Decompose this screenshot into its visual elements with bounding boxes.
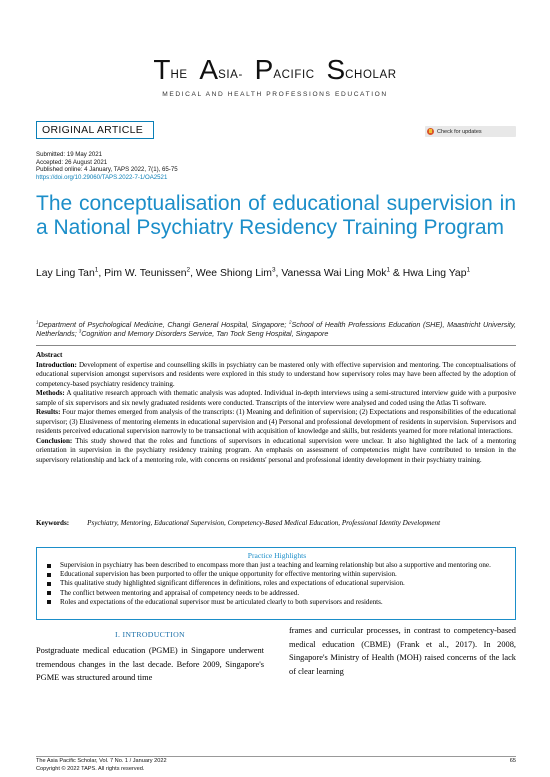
highlight-item: This qualitative study highlighted significant differences in definitions, roles and expectations of educational supervision. [45,579,509,588]
body-paragraph: Postgraduate medical education (PGME) in Singapore underwent tremendous changes in the last decade. Before 2009, Singapore's PGME was structured around time [36,646,264,682]
article-type-label: ORIGINAL ARTICLE [36,121,154,139]
keywords-list: Psychiatry, Mentoring, Educational Supervision, Competency-Based Medical Education, Professional Identity Development [87,519,441,527]
abstract-section: Introduction: Development of expertise and counselling skills in psychiatry can be mastered only with effective supervision and mentoring. The conceptualisations of educational supervision amongst supervisors and residents were explored in this study to understand how supervisory roles may have been affected by the adoption of competency-based psychiatry residency training. [36,360,516,388]
journal-title [0,56,550,89]
abstract-section: Conclusion: This study showed that the roles and functions of supervisors in educational supervision were unclear. It also highlighted the lack of a mentoring orientation in supervision in the psychiatry residency training program. An emphasis on assessment of competencies might have contributed to tension in the supervisory relationship and lack of a mentoring role, with concerns on residents' personal and professional identity development in their psychiatry training. [36,436,516,464]
keywords-label: Keywords: [36,519,70,527]
check-for-updates-button[interactable] [425,126,516,137]
affiliation: School of Health Professions Education (SHE), Maastricht University, Netherlands; [36,320,516,339]
author-name: Lay Ling Tan [36,268,95,279]
abstract-section: Results: Four major themes emerged from analysis of the transcripts: (1) Meaning and definition of supervision; (2) Expectations and responsibilities of the educational supervisor; (3) Elusiveness of mentoring elements in educational supervision and (4) Personal and professional development of residents in supervision. Supervisors and residents perceived educational supervision narrowly to be transactional with acquisition of knowledge and skills, but residents yearned for more relational interactions. [36,408,516,435]
page-number: 65 [509,758,516,764]
practice-highlights-list [45,561,509,607]
masthead-word: THE [153,54,188,85]
body-column-left [36,628,264,685]
abstract-heading: Abstract [36,351,63,359]
keywords [36,519,516,529]
author-name: Wee Shiong Lim [195,268,272,279]
submitted-date: Submitted: 19 May 2021 [36,151,103,158]
publication-meta [36,151,178,181]
author-name: Pim W. Teunissen [104,268,187,279]
footer-journal: The Asia Pacific Scholar, Vol. 7 No. 1 / January 2022 [36,758,167,764]
body-paragraph: frames and curricular processes, in contrast to competency-based medical education (CBME) (Frank et al., 2017). In 2008, Singapore's Ministry of Health (MOH) raised concerns of the lack of clear learning [289,626,516,676]
doi-link[interactable]: https://doi.org/10.29060/TAPS.2022-7-1/OA2521 [36,173,168,181]
masthead-word: PACIFIC [254,54,315,85]
author-list: Lay Ling Tan$^1$, Pim W. Teunissen$^2$, Wee Shiong Lim$^3$, Vanessa Wai Ling Mok$^1$ & Hwa Ling Yap$^1$ [36,266,471,279]
crossmark-icon [427,128,434,135]
affiliation: Cognition and Memory Disorders Service, Tan Tock Seng Hospital, Singapore [81,329,329,339]
article-title: The conceptualisation of educational supervision in a National Psychiatry Residency Training Program [36,192,516,239]
highlight-item: Roles and expectations of the educational supervisor must be articulated clearly to both supervisors and residents. [45,598,509,607]
published-date: Published online: 4 January, TAPS 2022, 7(1), 65-75 [36,166,178,174]
journal-subtitle: MEDICAL AND HEALTH PROFESSIONS EDUCATION [162,91,388,98]
check-for-updates-label: Check for updates [437,128,482,135]
footer-divider [36,756,516,757]
footer-citation [36,758,167,773]
practice-highlights-box [36,547,516,620]
footer-copyright: Copyright © 2022 TAPS. All rights reserved. [36,765,145,772]
author-name: Hwa Ling Yap [402,268,467,279]
abstract-section: Methods: A qualitative research approach with thematic analysis was adopted. Individual in-depth interviews using a semi-structured interview guide with a purposive sample of six supervisors and six newly graduated residents were conducted. Transcripts of the interview were analysed and coded using the Atlas Ti software. [36,389,516,407]
practice-highlights-title: Practice Highlights [247,551,307,560]
highlight-item: The conflict between mentoring and appraisal of competency needs to be addressed. [45,589,509,598]
highlight-item: Supervision in psychiatry has been described to encompass more than just a teaching and learning relationship but also a supportive and mentoring one. [45,561,509,570]
author-affiliations: $^1$Department of Psychological Medicine, Changi General Hospital, Singapore; $^2$School of Health Professions Education (SHE), Maastricht University, Netherlands; $^3$Cognition and Memory Disorders Service, Tan Tock Seng Hospital, Singapore [36,319,516,339]
body-column-right [289,624,516,678]
journal-masthead [0,56,550,98]
affiliation: Department of Psychological Medicine, Changi General Hospital, Singapore; [38,320,289,329]
divider [36,345,516,346]
masthead-word: ASIA- [199,54,243,85]
accepted-date: Accepted: 26 August 2021 [36,158,108,166]
author-name: Vanessa Wai Ling Mok [281,268,387,279]
highlight-item: Educational supervision has been purported to offer the unique opportunity for effective mentoring within supervision. [45,570,509,579]
masthead-word: SCHOLAR [326,54,397,85]
section-heading: I. INTRODUCTION [115,630,185,639]
abstract [36,351,516,465]
